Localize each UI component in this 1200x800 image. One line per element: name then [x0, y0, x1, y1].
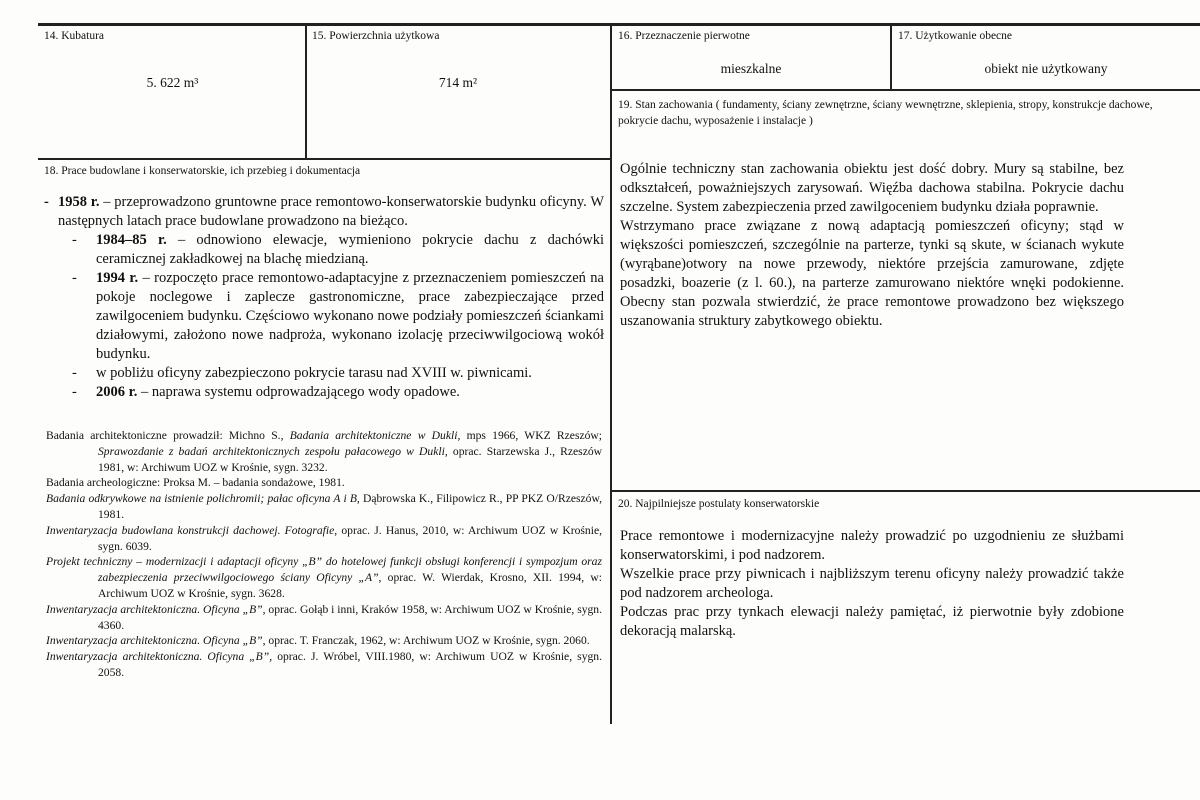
bib-entry: Badania archeologiczne: Proksa M. – badania sondażowe, 1981. — [46, 476, 345, 490]
bib-entry: Inwentaryzacja architektoniczna. Oficyna „B”, oprac. Gołąb i inni, Kraków 1958, w: Archiwum UOZ w Krośnie, sygn. 4360. — [46, 602, 602, 632]
work-item-year: 1958 r. — [58, 194, 100, 210]
field-16-label: 16. Przeznaczenie pierwotne — [618, 30, 750, 42]
list-dash: - — [44, 194, 49, 210]
work-item-text: – rozpoczęto prace remontowo-adaptacyjne z przeznaczeniem pomieszczeń na pokoje noclegowe i zaplecze gastronomiczne, prace zabezpieczające przed zawilgoceniem budynku. Częściowo wykonano nowe podziały pomieszczeń ściankami działowymi, założono nowe nadproża, wykonano izolację przeciwwilgociową wokół budynku. — [96, 270, 604, 362]
field-20-paragraph-1: Prace remontowe i modernizacyjne należy prowadzić po uzgodnieniu ze służbami konserwatorskimi, i pod nadzorem. — [620, 528, 1124, 563]
work-item-text: – przeprowadzono gruntowne prace remontowo-konserwatorskie budynku oficyny. W następnych latach prace budowlane prowadzono na bieżąco. — [58, 194, 605, 229]
hline-16-17-bottom — [611, 89, 1200, 91]
bib-entry: Badania architektoniczne prowadził: Michno S., Badania architektoniczne w Dukli, mps 1966, WKZ Rzeszów; Sprawozdanie z badań architektonicznych zespołu pałacowego w Dukli, oprac. Starzewska J., Rzeszów 1981, w: Archiwum UOZ w Krośnie, sygn. 3232. — [46, 429, 603, 474]
work-item-year: 2006 r. — [96, 384, 138, 400]
bib-entry: Inwentaryzacja budowlana konstrukcji dachowej. Fotografie, oprac. J. Hanus, 2010, w: Archiwum UOZ w Krośnie, sygn. 6039. — [46, 523, 602, 553]
bib-entry: Badania odkrywkowe na istnienie polichromii; pałac oficyna A i B, Dąbrowska K., Filipowicz R., PP PKZ O/Rzeszów, 1981. — [46, 492, 602, 521]
field-19-label: 19. Stan zachowania ( fundamenty, ściany zewnętrzne, ściany wewnętrzne, sklepienia, stropy, konstrukcje dachowe, pokrycie dachu, wyposażenie i instalacje ) — [618, 99, 1153, 127]
hline-18-top — [38, 158, 611, 160]
bib-entry: Inwentaryzacja architektoniczna. Oficyna „B”, oprac. T. Franczak, 1962, w: Archiwum UOZ w Krośnie, sygn. 2060. — [46, 634, 590, 648]
list-dash: - — [72, 384, 77, 400]
field-15-value: 714 m² — [438, 75, 478, 90]
work-item-year: 1984–85 r. — [96, 232, 167, 248]
field-20-paragraph-2: Wszelkie prace przy piwnicach i najbliższym terenu oficyny należy prowadzić także pod nadzorem archeologa. — [620, 566, 1124, 601]
work-item-1994 — [44, 269, 604, 364]
list-dash: - — [72, 365, 77, 381]
hline-19-20 — [611, 490, 1200, 492]
work-item-1958 — [44, 193, 604, 231]
list-dash: - — [72, 232, 77, 248]
field-14-label: 14. Kubatura — [44, 30, 105, 42]
field-17-label: 17. Użytkowanie obecne — [898, 30, 1013, 42]
work-item-text: w pobliżu oficyny zabezpieczono pokrycie tarasu nad XVIII w. piwnicami. — [96, 365, 532, 381]
top-border — [38, 23, 1200, 26]
work-item-2006 — [44, 383, 604, 402]
field-16-value: mieszkalne — [720, 61, 782, 76]
field-19-body — [620, 160, 1124, 331]
bib-entry: Projekt techniczny – modernizacji i adaptacji oficyny „B” do hotelowej funkcji obsługi konferencji i sympozjum oraz zabezpieczenia przeciwwilgociowego ściany Oficyny „A”, oprac. W. Wierdak, Krosno, XII. 1994, w: Archiwum UOZ w Krośnie, sygn. 3628. — [46, 555, 602, 600]
bib-entry: Inwentaryzacja architektoniczna. Oficyna „B”, oprac. J. Wróbel, VIII.1980, w: Archiwum UOZ w Krośnie, sygn. 2058. — [46, 650, 602, 679]
field-18-work-list — [44, 193, 604, 402]
work-item-1984 — [44, 231, 604, 269]
work-item-year: 1994 r. — [96, 270, 139, 286]
field-20-body — [620, 527, 1124, 641]
field-18-bibliography — [46, 428, 602, 681]
field-15-label: 15. Powierzchnia użytkowa — [312, 30, 440, 42]
field-17-value: obiekt nie użytkowany — [984, 61, 1108, 76]
divider-14-15 — [305, 24, 307, 158]
field-19-paragraph-2: Wstrzymano prace związane z nową adaptacją pomieszczeń oficyny; stąd w większości pomieszczeń, szczególnie na parterze, tynki są skute, w ścianach wykute (wyrąbane)otwory na nowe przewody, niektóre przejścia zamurowane, zdjęte posadzki, boazerie (z l. 60.), na parterze zamurowano niektóre wnęki podokienne. Obecny stan pozwala stwierdzić, że prace remontowe prowadzono bez większego uszanowania struktury zabytkowego obiektu. — [620, 218, 1124, 329]
center-divider — [610, 24, 612, 724]
field-20-paragraph-3: Podczas prac przy tynkach elewacji należy pamiętać, iż pierwotnie były zdobione dekoracją malarską. — [620, 604, 1124, 639]
list-dash: - — [72, 270, 77, 286]
work-item-taras — [44, 364, 604, 383]
field-18-label: 18. Prace budowlane i konserwatorskie, ich przebieg i dokumentacja — [44, 165, 361, 177]
field-19-paragraph-1: Ogólnie techniczny stan zachowania obiektu jest dość dobry. Mury są stabilne, bez odkształceń, poważniejszych zarysowań. Więźba dachowa stabilna. Pokrycie dachu szczelne. System zabezpieczenia przed zawilgoceniem budynku działa poprawnie. — [620, 161, 1124, 215]
work-item-text: – naprawa systemu odprowadzającego wody opadowe. — [137, 384, 460, 400]
field-20-label: 20. Najpilniejsze postulaty konserwatorskie — [618, 498, 820, 510]
field-14-value: 5. 622 m³ — [146, 75, 199, 90]
work-item-text: – odnowiono elewacje, wymieniono pokrycie dachu z dachówki ceramicznej zakładkowej na blachę miedzianą. — [96, 232, 605, 267]
divider-16-17 — [890, 24, 892, 90]
